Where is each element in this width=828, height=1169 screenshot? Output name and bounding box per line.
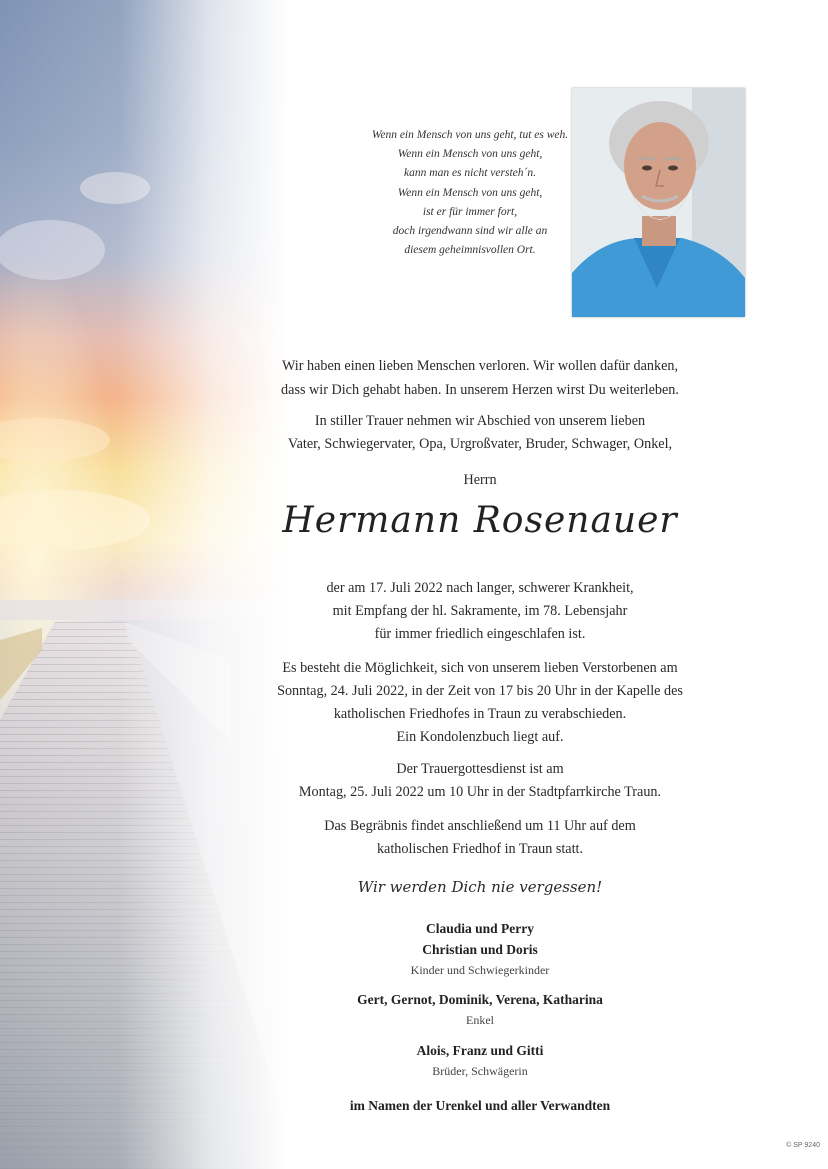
portrait-photo: [572, 88, 745, 317]
poem-line: Wenn ein Mensch von uns geht, tut es weh.: [371, 129, 569, 141]
funeral-mass-info: [230, 758, 730, 804]
viewing-info: [230, 657, 730, 749]
viewing-line: Es besteht die Möglichkeit, sich von unserem lieben Verstorbenen am: [282, 660, 678, 676]
poem-line: ist er für immer fort,: [422, 205, 518, 218]
relation-line: In stiller Trauer nehmen wir Abschied von unserem lieben: [314, 413, 646, 429]
poem-line: doch irgendwann sind wir alle an: [392, 225, 548, 238]
burial-line: Das Begräbnis findet anschließend um 11 Uhr auf dem: [324, 818, 636, 834]
viewing-line: Sonntag, 24. Juli 2022, in der Zeit von 17 bis 20 Uhr in der Kapelle des: [277, 683, 683, 699]
burial-info: [230, 815, 730, 861]
poem-line: diesem geheimnisvollen Ort.: [404, 244, 536, 257]
death-notice-line: für immer friedlich eingeschlafen ist.: [374, 626, 586, 642]
death-notice-line: der am 17. Juli 2022 nach langer, schwerer Krankheit,: [326, 580, 634, 596]
salutation: Herrn: [463, 472, 497, 488]
burial-line: katholischen Friedhof in Traun statt.: [376, 841, 584, 857]
mourner-names: Alois, Franz und Gitti: [416, 1043, 544, 1058]
closing-line: im Namen der Urenkel und aller Verwandten: [349, 1098, 611, 1113]
poem-line: Wenn ein Mensch von uns geht,: [397, 186, 543, 199]
death-notice: [230, 577, 730, 646]
death-notice-line: mit Empfang der hl. Sakramente, im 78. Lebensjahr: [332, 603, 628, 619]
deceased-name: Hermann Rosenauer: [282, 500, 678, 541]
farewell-line: Wir werden Dich nie vergessen!: [357, 878, 603, 896]
mourner-group: [230, 989, 730, 1030]
mourner-role: Brüder, Schwägerin: [432, 1064, 528, 1078]
mourner-names: Christian und Doris: [422, 942, 538, 957]
mourner-role: Kinder und Schwiegerkinder: [410, 963, 550, 977]
relation-line: Vater, Schwiegervater, Opa, Urgroßvater, Bruder, Schwager, Onkel,: [287, 436, 673, 452]
intro-line: Wir haben einen lieben Menschen verloren. Wir wollen dafür danken,: [281, 358, 679, 374]
print-code: © SP 9240: [786, 1142, 820, 1149]
poem-line: Wenn ein Mensch von uns geht,: [397, 148, 543, 161]
viewing-line: Ein Kondolenzbuch liegt auf.: [396, 729, 564, 745]
poem-line: kann man es nicht versteh´n.: [404, 167, 536, 180]
mass-line: Montag, 25. Juli 2022 um 10 Uhr in der Stadtpfarrkirche Traun.: [298, 784, 662, 800]
intro-line: dass wir Dich gehabt haben. In unserem Herzen wirst Du weiterleben.: [281, 382, 679, 398]
intro-text: [230, 354, 730, 402]
mourner-names: Claudia und Perry: [425, 921, 534, 936]
mourner-group: [230, 1040, 730, 1081]
mourner-role: Enkel: [466, 1013, 494, 1027]
viewing-line: katholischen Friedhofes in Traun zu verabschieden.: [333, 706, 627, 722]
mourner-group: [230, 918, 730, 980]
mourner-names: Gert, Gernot, Dominik, Verena, Katharina: [357, 992, 603, 1007]
relation-text: [230, 410, 730, 456]
mass-line: Der Trauergottesdienst ist am: [396, 761, 564, 777]
